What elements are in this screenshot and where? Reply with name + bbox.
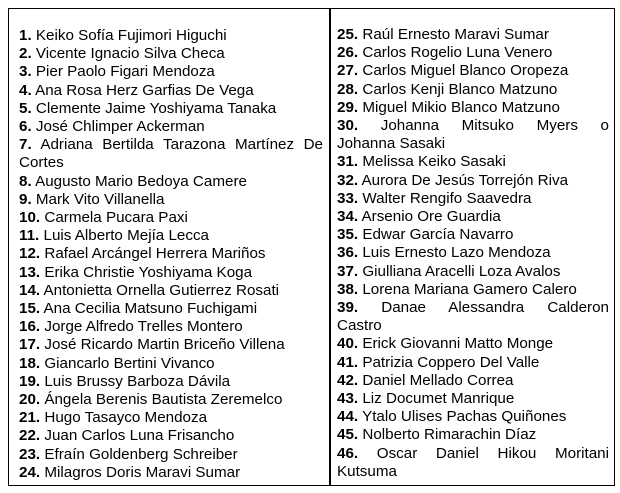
item-number: 28. xyxy=(337,80,359,98)
names-table xyxy=(8,8,615,486)
list-item-continuation: Johanna Sasaki xyxy=(337,135,446,153)
person-name: Juan Carlos Luna Frisancho xyxy=(44,427,235,445)
person-name: Vicente Ignacio Silva Checa xyxy=(35,45,225,63)
item-number: 7. xyxy=(19,136,32,154)
person-name: Aurora De Jesús Torrejón Riva xyxy=(361,171,569,189)
list-item xyxy=(19,300,323,318)
item-number: 36. xyxy=(337,244,359,262)
list-item xyxy=(337,226,609,244)
list-item xyxy=(337,299,609,317)
left-column xyxy=(9,9,329,482)
list-item xyxy=(19,227,323,245)
person-name: Carlos Rogelio Luna Venero xyxy=(362,44,553,62)
item-number: 19. xyxy=(19,372,41,390)
item-number: 21. xyxy=(19,409,41,427)
item-number: 3. xyxy=(19,63,32,81)
person-name: Giulliana Aracelli Loza Avalos xyxy=(362,262,561,280)
list-item xyxy=(337,44,609,62)
list-item xyxy=(337,26,609,44)
item-number: 46. xyxy=(337,444,359,462)
list-item xyxy=(337,244,609,262)
item-number: 29. xyxy=(337,98,359,116)
item-number: 34. xyxy=(337,208,359,226)
item-number: 17. xyxy=(19,336,41,354)
item-number: 24. xyxy=(19,463,41,481)
person-name: Miguel Mikio Blanco Matzuno xyxy=(362,98,560,116)
list-item xyxy=(19,100,323,118)
item-number: 43. xyxy=(337,390,359,408)
list-item xyxy=(337,99,609,117)
item-number: 6. xyxy=(19,118,32,136)
person-name: Antonietta Ornella Gutierrez Rosati xyxy=(43,281,280,299)
list-item xyxy=(19,446,323,464)
person-name: Erika Christie Yoshiyama Koga xyxy=(44,263,253,281)
list-item xyxy=(337,190,609,208)
person-name: Liz Documet Manrique xyxy=(362,390,515,408)
item-number: 30. xyxy=(337,117,359,135)
person-name: Luis Ernesto Lazo Mendoza xyxy=(362,244,551,262)
list-item xyxy=(19,209,323,227)
list-item xyxy=(19,118,323,136)
person-name: Efraín Goldenberg Schreiber xyxy=(44,445,238,463)
list-item xyxy=(19,427,323,445)
list-item xyxy=(19,63,323,81)
person-name: Clemente Jaime Yoshiyama Tanaka xyxy=(35,99,277,117)
person-name: Raúl Ernesto Maravi Sumar xyxy=(362,26,549,43)
item-number: 41. xyxy=(337,353,359,371)
list-item xyxy=(337,263,609,281)
person-name: Ángela Berenis Bautista Zeremelco xyxy=(44,391,283,409)
item-number: 1. xyxy=(19,27,32,44)
item-number: 23. xyxy=(19,445,41,463)
list-item xyxy=(19,409,323,427)
person-name: Daniel Mellado Correa xyxy=(362,371,514,389)
list-item xyxy=(19,318,323,336)
person-name: Hugo Tasayco Mendoza xyxy=(44,409,208,427)
list-item xyxy=(19,336,323,354)
item-number: 33. xyxy=(337,189,359,207)
list-item xyxy=(19,45,323,63)
item-number: 32. xyxy=(337,171,359,189)
item-number: 37. xyxy=(337,262,359,280)
person-name: Lorena Mariana Gamero Calero xyxy=(362,280,577,298)
item-number: 40. xyxy=(337,335,359,353)
list-item xyxy=(19,191,323,209)
list-item xyxy=(337,335,609,353)
list-item xyxy=(19,245,323,263)
person-name: Patrizia Coppero Del Valle xyxy=(362,353,540,371)
item-number: 16. xyxy=(19,318,41,336)
person-name: Giancarlo Bertini Vivanco xyxy=(44,354,215,372)
list-item xyxy=(19,282,323,300)
person-name: Mark Vito Villanella xyxy=(35,190,165,208)
list-item xyxy=(337,117,609,135)
item-number: 13. xyxy=(19,263,41,281)
item-number: 4. xyxy=(19,81,32,99)
list-item xyxy=(337,445,609,463)
list-item xyxy=(337,81,609,99)
list-item xyxy=(337,281,609,299)
item-number: 9. xyxy=(19,190,32,208)
person-name: Oscar Daniel Hikou Moritani xyxy=(376,444,609,462)
list-item xyxy=(337,153,609,171)
item-number: 8. xyxy=(19,172,32,190)
person-name: Carmela Pucara Paxi xyxy=(44,209,188,227)
item-number: 25. xyxy=(337,26,359,43)
item-number: 2. xyxy=(19,45,32,63)
item-number: 31. xyxy=(337,153,359,171)
person-name: Luis Brussy Barboza Dávila xyxy=(44,372,231,390)
person-name: Pier Paolo Figari Mendoza xyxy=(35,63,215,81)
person-name: Nolberto Rimarachin Díaz xyxy=(362,426,537,444)
item-number: 45. xyxy=(337,426,359,444)
person-name: Jorge Alfredo Trelles Montero xyxy=(44,318,243,336)
list-item xyxy=(19,264,323,282)
item-number: 15. xyxy=(19,300,41,318)
list-item-continuation: Kutsuma xyxy=(337,462,397,480)
list-item xyxy=(19,464,323,482)
item-number: 27. xyxy=(337,62,359,80)
person-name: Carlos Miguel Blanco Oropeza xyxy=(362,62,569,80)
list-item xyxy=(337,390,609,408)
person-name: Danae Alessandra Calderon xyxy=(381,299,609,317)
person-name: Ytalo Ulises Pachas Quiñones xyxy=(362,408,567,426)
person-name: Arsenio Ore Guardia xyxy=(361,208,501,226)
person-name: Keiko Sofía Fujimori Higuchi xyxy=(35,27,227,44)
item-number: 18. xyxy=(19,354,41,372)
list-item xyxy=(19,82,323,100)
person-name: Johanna Mitsuko Myers o xyxy=(380,117,609,135)
person-name: Edwar García Navarro xyxy=(362,226,514,244)
person-name: Melissa Keiko Sasaki xyxy=(362,153,506,171)
item-number: 11. xyxy=(19,227,40,245)
list-item xyxy=(19,27,323,45)
list-item xyxy=(19,173,323,191)
item-number: 44. xyxy=(337,408,359,426)
list-item xyxy=(19,373,323,391)
item-number: 10. xyxy=(19,209,41,227)
list-item xyxy=(337,426,609,444)
person-name: Luis Alberto Mejía Lecca xyxy=(43,227,209,245)
item-number: 42. xyxy=(337,371,359,389)
list-item xyxy=(337,62,609,80)
item-number: 26. xyxy=(337,44,359,62)
person-name: Milagros Doris Maravi Sumar xyxy=(44,463,241,481)
item-number: 35. xyxy=(337,226,359,244)
list-item-continuation: Castro xyxy=(337,317,382,335)
right-column xyxy=(331,9,615,481)
person-name: Carlos Kenji Blanco Matzuno xyxy=(362,80,558,98)
person-name: Erick Giovanni Matto Monge xyxy=(362,335,554,353)
item-number: 12. xyxy=(19,245,41,263)
item-number: 39. xyxy=(337,299,359,317)
person-name: Walter Rengifo Saavedra xyxy=(362,189,532,207)
item-number: 20. xyxy=(19,391,41,409)
list-item xyxy=(19,391,323,409)
item-number: 38. xyxy=(337,280,359,298)
item-number: 14. xyxy=(19,281,41,299)
person-name: José Ricardo Martin Briceño Villena xyxy=(44,336,285,354)
person-name: Ana Cecilia Matsuno Fuchigami xyxy=(43,300,258,318)
person-name: Ana Rosa Herz Garfias De Vega xyxy=(35,81,254,99)
list-item xyxy=(337,408,609,426)
item-number: 22. xyxy=(19,427,41,445)
person-name: Rafael Arcángel Herrera Mariños xyxy=(44,245,266,263)
person-name: José Chlimper Ackerman xyxy=(35,118,205,136)
list-item xyxy=(337,372,609,390)
list-item xyxy=(19,355,323,373)
person-name: Augusto Mario Bedoya Camere xyxy=(35,172,247,190)
list-item xyxy=(337,354,609,372)
list-item xyxy=(337,172,609,190)
person-name: Adriana Bertilda Tarazona Martínez De xyxy=(40,136,323,154)
list-item-continuation: Cortes xyxy=(19,154,64,172)
list-item xyxy=(19,136,323,154)
list-item xyxy=(337,208,609,226)
item-number: 5. xyxy=(19,99,32,117)
